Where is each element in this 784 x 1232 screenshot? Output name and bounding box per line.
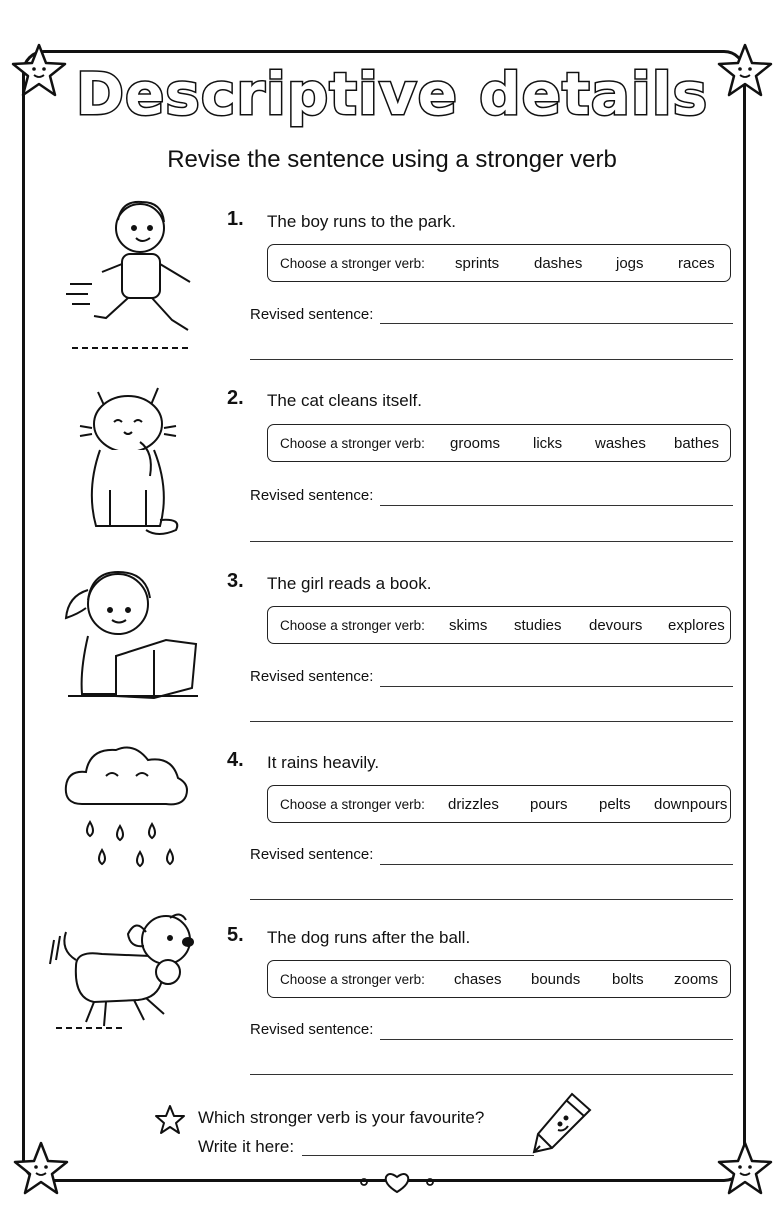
answer-line[interactable] xyxy=(380,864,733,865)
verb-option: devours xyxy=(589,617,643,634)
favourite-question: Which stronger verb is your favourite? xyxy=(198,1108,485,1127)
verb-choice-box xyxy=(267,785,731,823)
verb-option: drizzles xyxy=(448,796,499,813)
pencil-icon xyxy=(528,1088,596,1160)
verb-choice-box xyxy=(267,606,731,644)
revised-label: Revised sentence: xyxy=(250,306,374,323)
answer-line[interactable] xyxy=(250,359,733,360)
answer-line[interactable] xyxy=(250,721,733,722)
choose-label: Choose a stronger verb: xyxy=(280,436,425,451)
item-sentence: The girl reads a book. xyxy=(267,574,432,593)
item-sentence: The cat cleans itself. xyxy=(267,391,422,410)
verb-option: jogs xyxy=(616,255,644,272)
page-title: Descriptive details xyxy=(75,60,709,128)
dog-icon xyxy=(46,910,206,1036)
verb-option: pelts xyxy=(599,796,631,813)
item-number: 1. xyxy=(227,208,244,230)
cat-icon xyxy=(78,380,188,540)
heart-ornament-icon xyxy=(354,1168,440,1196)
item-number: 2. xyxy=(227,387,244,409)
verb-option: zooms xyxy=(674,971,719,988)
star-icon xyxy=(716,1140,774,1198)
verb-choice-box xyxy=(267,244,731,282)
verb-option: dashes xyxy=(534,255,583,272)
answer-line[interactable] xyxy=(250,1074,733,1075)
verb-choice-box xyxy=(267,424,731,462)
verb-option: downpours xyxy=(654,796,728,813)
item-number: 5. xyxy=(227,924,244,946)
star-icon xyxy=(12,1140,70,1198)
verb-option: grooms xyxy=(450,435,501,452)
verb-option: bolts xyxy=(612,971,644,988)
verb-option: pours xyxy=(530,796,568,813)
choose-label: Choose a stronger verb: xyxy=(280,972,425,987)
answer-line[interactable] xyxy=(380,1039,733,1040)
answer-line[interactable] xyxy=(302,1155,534,1156)
item-sentence: It rains heavily. xyxy=(267,753,380,772)
verb-option: races xyxy=(678,255,715,272)
answer-line[interactable] xyxy=(380,505,733,506)
star-outline-icon xyxy=(154,1104,186,1136)
write-label: Write it here: xyxy=(198,1137,295,1156)
verb-option: chases xyxy=(454,971,502,988)
revised-label: Revised sentence: xyxy=(250,668,374,685)
verb-option: bathes xyxy=(674,435,720,452)
item-sentence: The dog runs after the ball. xyxy=(267,928,471,947)
verb-option: skims xyxy=(449,617,488,634)
answer-line[interactable] xyxy=(250,541,733,542)
verb-option: explores xyxy=(668,617,725,634)
choose-label: Choose a stronger verb: xyxy=(280,256,425,271)
item-number: 4. xyxy=(227,749,244,771)
revised-label: Revised sentence: xyxy=(250,1021,374,1038)
verb-option: sprints xyxy=(455,255,500,272)
rain-cloud-icon xyxy=(62,738,192,876)
choose-label: Choose a stronger verb: xyxy=(280,618,425,633)
verb-option: licks xyxy=(533,435,563,452)
revised-label: Revised sentence: xyxy=(250,487,374,504)
choose-label: Choose a stronger verb: xyxy=(280,797,425,812)
verb-option: washes xyxy=(595,435,646,452)
revised-label: Revised sentence: xyxy=(250,846,374,863)
item-number: 3. xyxy=(227,570,244,592)
page-subtitle: Revise the sentence using a stronger verb xyxy=(167,146,617,173)
verb-option: bounds xyxy=(531,971,581,988)
answer-line[interactable] xyxy=(380,686,733,687)
reading-girl-icon xyxy=(58,560,203,702)
answer-line[interactable] xyxy=(380,323,733,324)
item-sentence: The boy runs to the park. xyxy=(267,212,456,231)
running-boy-icon xyxy=(62,192,207,354)
verb-option: studies xyxy=(514,617,562,634)
verb-choice-box xyxy=(267,960,731,998)
answer-line[interactable] xyxy=(250,899,733,900)
